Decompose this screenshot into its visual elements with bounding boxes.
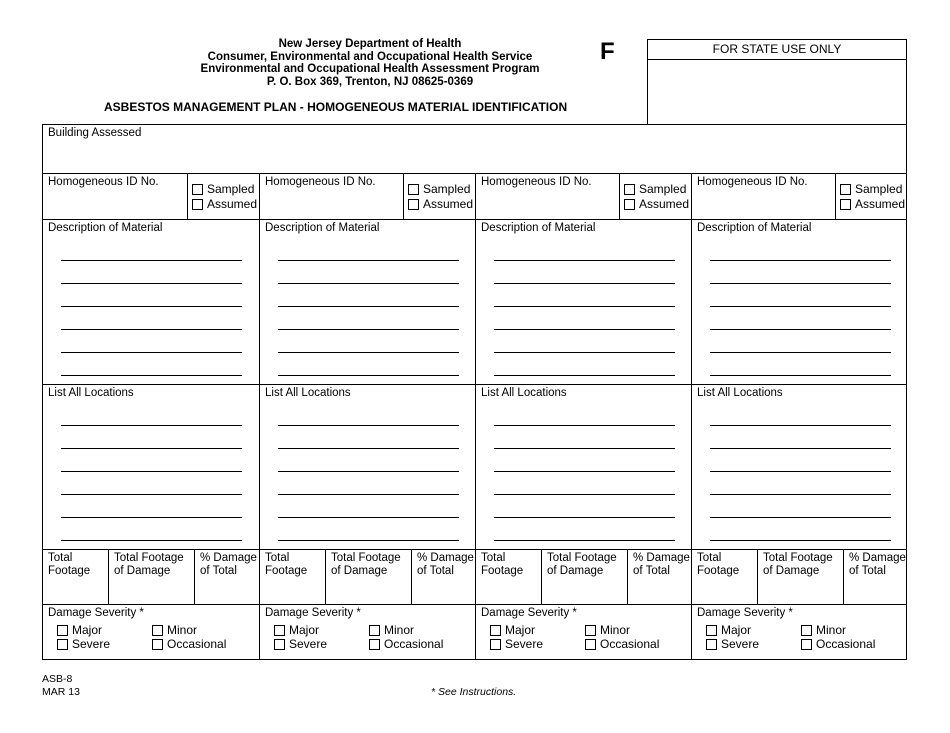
locations-line[interactable] <box>710 448 891 449</box>
description-section <box>260 220 475 385</box>
sampled-checkbox[interactable] <box>840 182 902 196</box>
checkbox-box-icon <box>706 639 717 650</box>
sampled-label: Sampled <box>423 182 471 196</box>
checkbox-box-icon <box>408 184 419 195</box>
locations-line[interactable] <box>494 448 675 449</box>
assumed-label: Assumed <box>423 197 474 211</box>
checkbox-box-icon <box>490 639 501 650</box>
checkbox-box-icon <box>369 625 380 636</box>
building-assessed-field[interactable] <box>43 125 906 174</box>
description-line[interactable] <box>710 260 891 261</box>
damage-severity-section <box>476 605 691 660</box>
percent-damage-label: % Damage of Total <box>200 552 257 577</box>
agency-line-1: New Jersey Department of Health <box>278 38 462 50</box>
severe-label: Severe <box>289 637 328 651</box>
total-footage-field[interactable] <box>260 550 325 604</box>
sampled-label: Sampled <box>207 182 255 196</box>
locations-line[interactable] <box>710 517 891 518</box>
homogeneous-id-label: Homogeneous ID No. <box>48 176 159 188</box>
total-footage-label: Total Footage <box>697 552 740 577</box>
footage-damage-label: Total Footage of Damage <box>114 552 184 577</box>
checkbox-box-icon <box>624 184 635 195</box>
checkbox-box-icon <box>490 625 501 636</box>
agency-line-3: Environmental and Occupational Health Assessment Program <box>200 63 540 75</box>
footage-damage-label: Total Footage of Damage <box>763 552 833 577</box>
description-label: Description of Material <box>48 222 163 234</box>
description-line[interactable] <box>494 306 675 307</box>
locations-label: List All Locations <box>265 387 351 399</box>
assumed-checkbox[interactable] <box>408 197 473 211</box>
minor-label: Minor <box>384 623 415 637</box>
checkbox-box-icon <box>801 639 812 650</box>
percent-damage-field[interactable] <box>411 550 476 604</box>
footage-damage-label: Total Footage of Damage <box>547 552 617 577</box>
description-line[interactable] <box>710 352 891 353</box>
minor-checkbox[interactable] <box>369 623 414 637</box>
locations-section <box>476 385 691 550</box>
occasional-label: Occasional <box>600 637 660 651</box>
major-checkbox[interactable] <box>57 623 102 637</box>
material-column-4 <box>691 174 907 660</box>
locations-line[interactable] <box>61 471 242 472</box>
sample-status-options <box>403 174 475 219</box>
total-footage-field[interactable] <box>476 550 541 604</box>
footage-row <box>476 550 691 605</box>
minor-label: Minor <box>816 623 847 637</box>
major-label: Major <box>72 623 103 637</box>
severe-checkbox[interactable] <box>706 637 759 651</box>
checkbox-box-icon <box>152 625 163 636</box>
description-section <box>43 220 259 385</box>
description-line[interactable] <box>278 329 459 330</box>
major-checkbox[interactable] <box>274 623 319 637</box>
minor-checkbox[interactable] <box>152 623 197 637</box>
agency-line-2: Consumer, Environmental and Occupational Health Service <box>207 50 533 63</box>
occasional-label: Occasional <box>384 637 444 651</box>
checkbox-box-icon <box>192 199 203 210</box>
locations-line[interactable] <box>494 494 675 495</box>
locations-line[interactable] <box>278 517 459 518</box>
locations-line[interactable] <box>278 540 459 541</box>
assumed-label: Assumed <box>207 197 258 211</box>
description-line[interactable] <box>278 283 459 284</box>
minor-checkbox[interactable] <box>801 623 846 637</box>
footage-damage-field[interactable] <box>541 550 627 604</box>
checkbox-box-icon <box>801 625 812 636</box>
locations-section <box>260 385 475 550</box>
description-line[interactable] <box>710 375 891 376</box>
footage-damage-label: Total Footage of Damage <box>331 552 401 577</box>
occasional-checkbox[interactable] <box>369 637 443 651</box>
assumed-label: Assumed <box>639 197 690 211</box>
locations-line[interactable] <box>61 448 242 449</box>
occasional-label: Occasional <box>167 637 227 651</box>
form-letter: F <box>600 38 615 65</box>
damage-severity-label: Damage Severity * <box>265 607 361 619</box>
severe-label: Severe <box>505 637 544 651</box>
material-column-2 <box>259 174 475 660</box>
total-footage-label: Total Footage <box>265 552 308 577</box>
locations-label: List All Locations <box>697 387 783 399</box>
description-line[interactable] <box>278 260 459 261</box>
description-label: Description of Material <box>481 222 596 234</box>
agency-address: P. O. Box 369, Trenton, NJ 08625-0369 <box>266 75 474 88</box>
material-column-3 <box>475 174 691 660</box>
checkbox-box-icon <box>840 184 851 195</box>
total-footage-label: Total Footage <box>481 552 524 577</box>
assumed-checkbox[interactable] <box>840 197 905 211</box>
damage-severity-section <box>260 605 475 660</box>
footage-damage-field[interactable] <box>325 550 411 604</box>
description-line[interactable] <box>494 352 675 353</box>
footage-row <box>692 550 907 605</box>
percent-damage-label: % Damage of Total <box>633 552 690 577</box>
locations-line[interactable] <box>61 494 242 495</box>
state-use-box <box>647 39 907 125</box>
description-line[interactable] <box>61 260 242 261</box>
minor-label: Minor <box>600 623 631 637</box>
checkbox-box-icon <box>152 639 163 650</box>
homogeneous-id-label: Homogeneous ID No. <box>697 176 808 188</box>
footage-row <box>43 550 259 605</box>
description-line[interactable] <box>494 329 675 330</box>
locations-section <box>43 385 259 550</box>
total-footage-label: Total Footage <box>48 552 91 577</box>
building-assessed-label: Building Assessed <box>48 127 142 139</box>
description-line[interactable] <box>278 352 459 353</box>
homogeneous-id-field[interactable] <box>260 174 475 220</box>
damage-severity-label: Damage Severity * <box>481 607 577 619</box>
locations-line[interactable] <box>494 540 675 541</box>
occasional-checkbox[interactable] <box>585 637 659 651</box>
description-label: Description of Material <box>697 222 812 234</box>
major-label: Major <box>289 623 320 637</box>
checkbox-box-icon <box>706 625 717 636</box>
description-line[interactable] <box>494 283 675 284</box>
sampled-checkbox[interactable] <box>624 182 686 196</box>
description-line[interactable] <box>494 260 675 261</box>
locations-line[interactable] <box>278 471 459 472</box>
sample-status-options <box>187 174 259 219</box>
checkbox-box-icon <box>274 639 285 650</box>
occasional-label: Occasional <box>816 637 876 651</box>
sampled-checkbox[interactable] <box>192 182 254 196</box>
description-line[interactable] <box>61 375 242 376</box>
footage-damage-field[interactable] <box>108 550 194 604</box>
description-line[interactable] <box>710 283 891 284</box>
total-footage-field[interactable] <box>43 550 108 604</box>
total-footage-field[interactable] <box>692 550 757 604</box>
checkbox-box-icon <box>624 199 635 210</box>
footage-damage-field[interactable] <box>757 550 843 604</box>
damage-severity-label: Damage Severity * <box>697 607 793 619</box>
occasional-checkbox[interactable] <box>801 637 875 651</box>
locations-line[interactable] <box>710 540 891 541</box>
homogeneous-id-field[interactable] <box>476 174 691 220</box>
checkbox-box-icon <box>369 639 380 650</box>
locations-section <box>692 385 907 550</box>
locations-line[interactable] <box>710 425 891 426</box>
damage-severity-section <box>43 605 259 660</box>
locations-line[interactable] <box>710 494 891 495</box>
locations-line[interactable] <box>494 471 675 472</box>
checkbox-box-icon <box>585 639 596 650</box>
checkbox-box-icon <box>585 625 596 636</box>
assumed-checkbox[interactable] <box>624 197 689 211</box>
severe-label: Severe <box>72 637 111 651</box>
checkbox-box-icon <box>274 625 285 636</box>
percent-damage-label: % Damage of Total <box>849 552 906 577</box>
damage-severity-section <box>692 605 907 660</box>
locations-line[interactable] <box>61 517 242 518</box>
description-line[interactable] <box>61 283 242 284</box>
homogeneous-id-label: Homogeneous ID No. <box>265 176 376 188</box>
locations-label: List All Locations <box>48 387 134 399</box>
description-line[interactable] <box>710 306 891 307</box>
locations-line[interactable] <box>61 425 242 426</box>
sampled-label: Sampled <box>639 182 687 196</box>
agency-header <box>160 38 580 88</box>
checkbox-box-icon <box>840 199 851 210</box>
description-section <box>692 220 907 385</box>
major-label: Major <box>505 623 536 637</box>
footage-row <box>260 550 475 605</box>
percent-damage-field[interactable] <box>843 550 908 604</box>
percent-damage-label: % Damage of Total <box>417 552 474 577</box>
description-line[interactable] <box>61 352 242 353</box>
form-title: ASBESTOS MANAGEMENT PLAN - HOMOGENEOUS MATERIAL IDENTIFICATION <box>104 100 568 114</box>
instructions-note: * See Instructions. <box>431 686 517 698</box>
description-label: Description of Material <box>265 222 380 234</box>
severe-checkbox[interactable] <box>274 637 327 651</box>
checkbox-box-icon <box>192 184 203 195</box>
sample-status-options <box>619 174 691 219</box>
material-column-1 <box>43 174 259 660</box>
description-line[interactable] <box>494 375 675 376</box>
locations-label: List All Locations <box>481 387 567 399</box>
checkbox-box-icon <box>408 199 419 210</box>
locations-line[interactable] <box>278 448 459 449</box>
description-line[interactable] <box>710 329 891 330</box>
severe-checkbox[interactable] <box>490 637 543 651</box>
severe-checkbox[interactable] <box>57 637 110 651</box>
major-checkbox[interactable] <box>490 623 535 637</box>
form-number: ASB-8 MAR 13 <box>42 673 80 698</box>
checkbox-box-icon <box>57 639 68 650</box>
occasional-checkbox[interactable] <box>152 637 226 651</box>
major-checkbox[interactable] <box>706 623 751 637</box>
sampled-checkbox[interactable] <box>408 182 470 196</box>
material-identification-form <box>42 124 907 660</box>
percent-damage-field[interactable] <box>627 550 692 604</box>
damage-severity-label: Damage Severity * <box>48 607 144 619</box>
homogeneous-id-field[interactable] <box>43 174 259 220</box>
assumed-label: Assumed <box>855 197 906 211</box>
locations-line[interactable] <box>710 471 891 472</box>
locations-line[interactable] <box>494 425 675 426</box>
sampled-label: Sampled <box>855 182 903 196</box>
percent-damage-field[interactable] <box>194 550 259 604</box>
minor-label: Minor <box>167 623 198 637</box>
locations-line[interactable] <box>278 494 459 495</box>
homogeneous-id-field[interactable] <box>692 174 907 220</box>
description-section <box>476 220 691 385</box>
assumed-checkbox[interactable] <box>192 197 257 211</box>
locations-line[interactable] <box>61 540 242 541</box>
checkbox-box-icon <box>57 625 68 636</box>
severe-label: Severe <box>721 637 760 651</box>
major-label: Major <box>721 623 752 637</box>
state-use-label: FOR STATE USE ONLY <box>648 40 906 60</box>
description-line[interactable] <box>278 306 459 307</box>
locations-line[interactable] <box>494 517 675 518</box>
minor-checkbox[interactable] <box>585 623 630 637</box>
description-line[interactable] <box>61 306 242 307</box>
description-line[interactable] <box>61 329 242 330</box>
description-line[interactable] <box>278 375 459 376</box>
sample-status-options <box>835 174 907 219</box>
locations-line[interactable] <box>278 425 459 426</box>
homogeneous-id-label: Homogeneous ID No. <box>481 176 592 188</box>
